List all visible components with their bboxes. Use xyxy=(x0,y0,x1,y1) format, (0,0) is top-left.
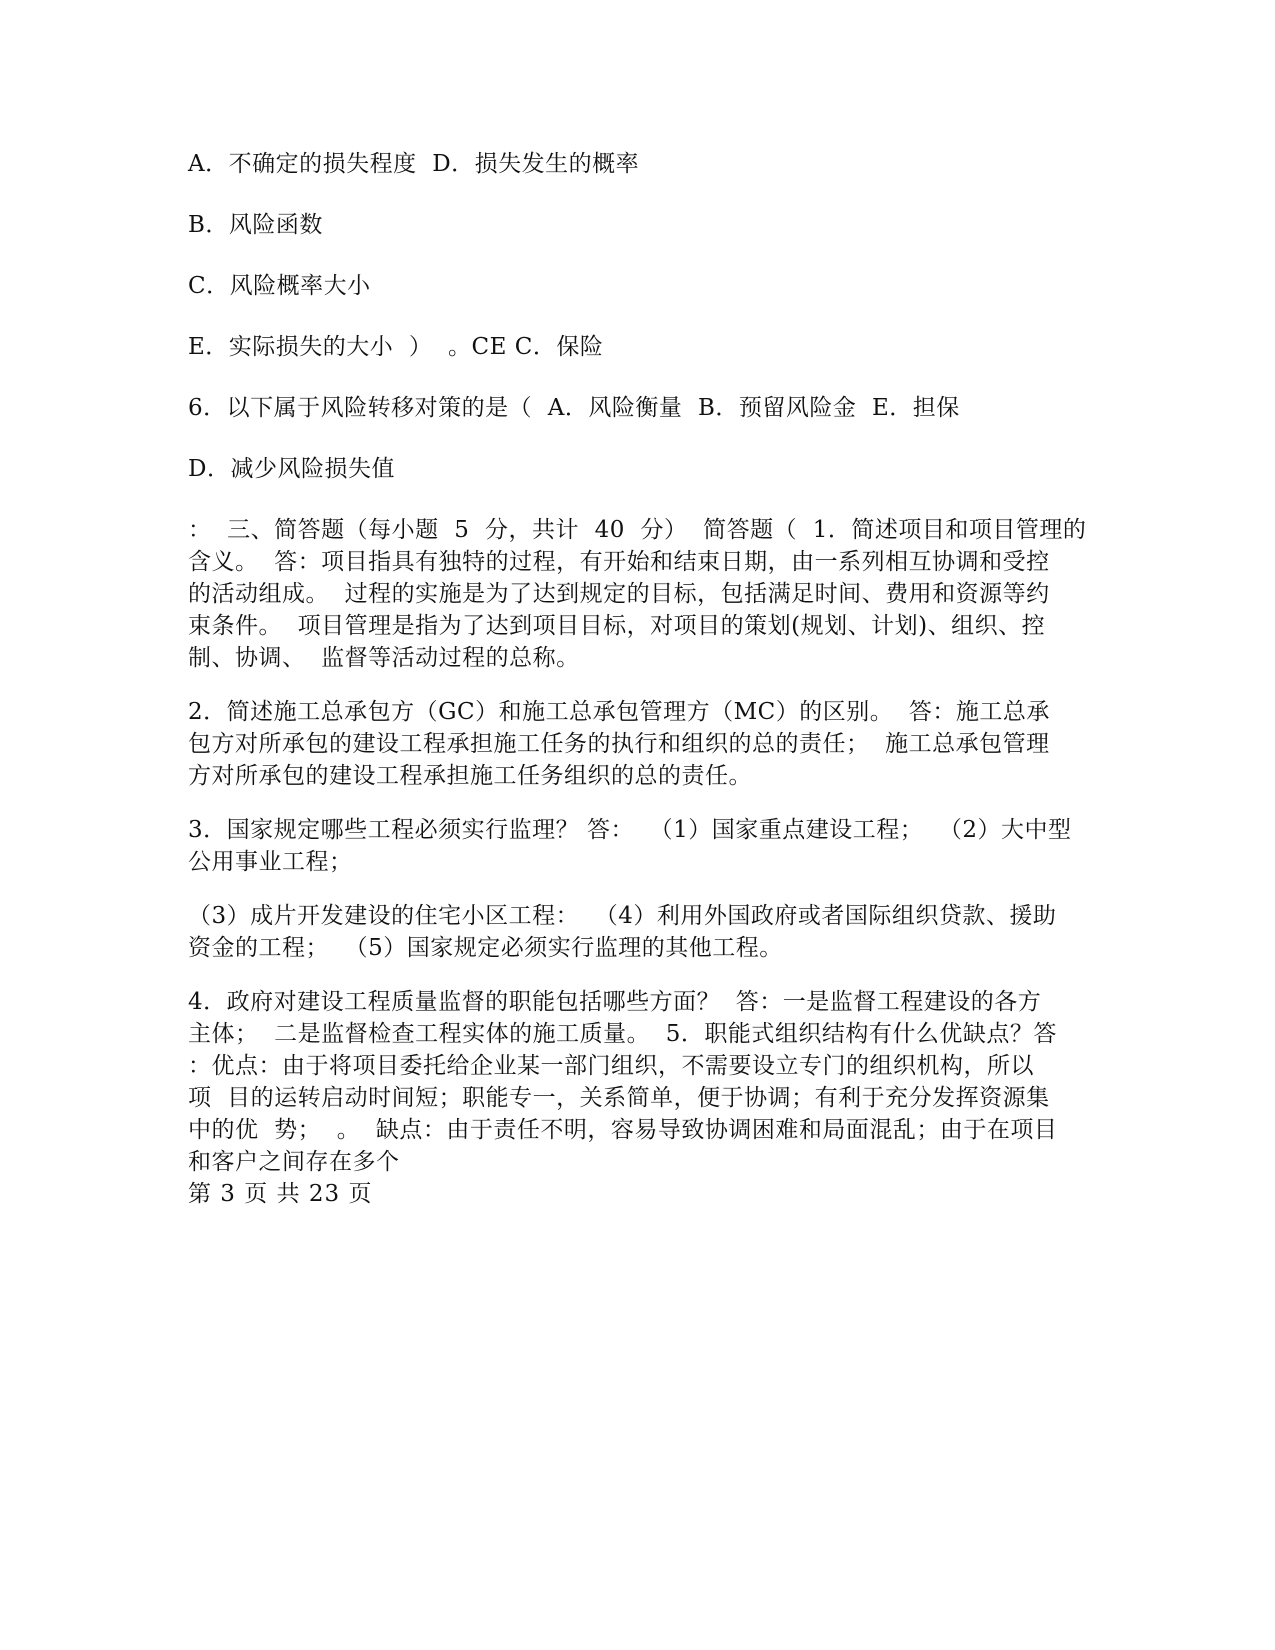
short-answer-paragraph-5 xyxy=(188,986,1100,1178)
text-line: ：优点：由于将项目委托给企业某一部门组织，不需要设立专门的组织机构，所以 xyxy=(188,1053,1034,1079)
text-line: 和客户之间存在多个 xyxy=(188,1149,400,1175)
text-line: 的活动组成。 过程的实施是为了达到规定的目标，包括满足时间、费用和资源等约 xyxy=(188,581,1050,607)
text-line: 项 目的运转启动时间短；职能专一，关系简单，便于协调；有利于充分发挥资源集 xyxy=(188,1085,1050,1111)
question-6-line: 6．以下属于风险转移对策的是（ A．风险衡量 B．预留风险金 E．担保 xyxy=(188,395,960,421)
text-line: 束条件。 项目管理是指为了达到项目目标，对项目的策划(规划、计划)、组织、控 xyxy=(188,613,1046,639)
text-line: 3．国家规定哪些工程必须实行监理？ 答： （1）国家重点建设工程； （2）大中型 xyxy=(188,817,1072,843)
text-line: 资金的工程； （5）国家规定必须实行监理的其他工程。 xyxy=(188,935,783,961)
text-line: 方对所承包的建设工程承担施工任务组织的总的责任。 xyxy=(188,763,752,789)
text-line: 制、协调、 监督等活动过程的总称。 xyxy=(188,645,580,671)
option-line-e: E．实际损失的大小 ） 。CE C．保险 xyxy=(188,334,604,360)
page-number-footer: 第 3 页 共 23 页 xyxy=(188,1181,373,1207)
text-line: 2．简述施工总承包方（GC）和施工总承包管理方（MC）的区别。 答：施工总承 xyxy=(188,699,1050,725)
short-answer-paragraph-4 xyxy=(188,900,1100,964)
short-answer-paragraph-2 xyxy=(188,696,1100,792)
text-line: 公用事业工程； xyxy=(188,849,353,875)
text-line: 4．政府对建设工程质量监督的职能包括哪些方面？ 答：一是监督工程建设的各方 xyxy=(188,989,1042,1015)
option-line-b: B．风险函数 xyxy=(188,212,323,238)
short-answer-paragraph-1 xyxy=(188,514,1100,674)
short-answer-paragraph-3 xyxy=(188,814,1100,878)
text-line: （3）成片开发建设的住宅小区工程： （4）利用外国政府或者国际组织贷款、援助 xyxy=(188,903,1057,929)
text-line: ： 三、简答题（每小题 5 分，共计 40 分） 简答题（ 1．简述项目和项目管理的 xyxy=(188,517,1087,543)
option-line-d: D．减少风险损失值 xyxy=(188,456,395,482)
text-line: 包方对所承包的建设工程承担施工任务的执行和组织的总的责任； 施工总承包管理 xyxy=(188,731,1050,757)
page-content xyxy=(188,148,1100,1210)
text-line: 含义。 答：项目指具有独特的过程，有开始和结束日期，由一系列相互协调和受控 xyxy=(188,549,1050,575)
text-line: 主体； 二是监督检查工程实体的施工质量。 5．职能式组织结构有什么优缺点？答 xyxy=(188,1021,1057,1047)
option-line-c: C．风险概率大小 xyxy=(188,273,371,299)
text-line: 中的优 势； 。 缺点：由于责任不明，容易导致协调困难和局面混乱；由于在项目 xyxy=(188,1117,1058,1143)
option-line-a: A．不确定的损失程度 D．损失发生的概率 xyxy=(188,151,640,177)
